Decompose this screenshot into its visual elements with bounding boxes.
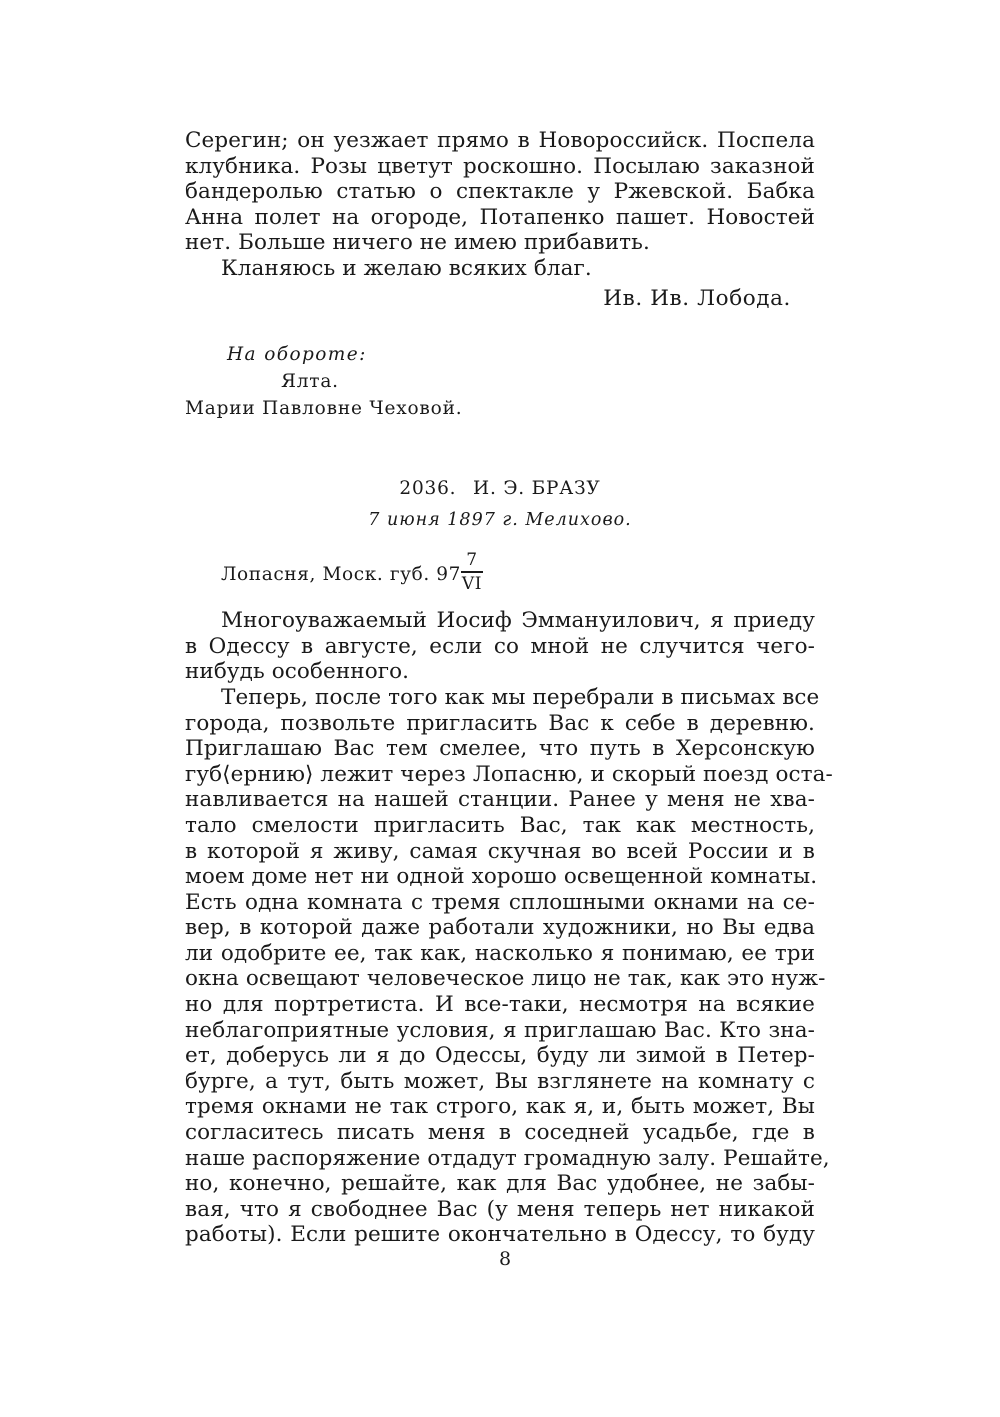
- address-recipient: Марии Павловне Чеховой.: [185, 398, 463, 420]
- text-line: работы). Если решите окончательно в Одессу, то буду: [185, 1222, 815, 1248]
- letter-body: [185, 608, 833, 1248]
- text-line: окна освещают человеческое лицо не так, как это нуж-: [185, 966, 826, 992]
- text-line: но для портретиста. И все-таки, несмотря на всякие: [185, 992, 815, 1018]
- letter-place: Лопасня, Моск. губ. 97: [221, 564, 462, 586]
- text-line: неблагоприятные условия, я приглашаю Вас. Кто зна-: [185, 1017, 815, 1043]
- fraction-day: 7: [466, 550, 478, 571]
- text-line: моем доме нет ни одной хорошо освещенной комнаты.: [185, 864, 818, 890]
- address-city: Ялта.: [281, 371, 339, 393]
- fraction-month: VI: [461, 573, 483, 594]
- text-line: тремя окнами не так строго, как я, и, быть может, Вы: [185, 1094, 815, 1120]
- text-line: Приглашаю Вас тем смелее, что путь в Херсонскую: [185, 736, 815, 762]
- text-line: бурге, а тут, быть может, Вы взглянете на комнату с: [185, 1068, 815, 1094]
- closing-line: Кланяюсь и желаю всяких благ.: [221, 255, 592, 281]
- text-line: города, позвольте пригласить Вас к себе в деревню.: [185, 710, 815, 736]
- letter-number: 2036.: [399, 478, 457, 500]
- text-line: вая, что я свободнее Вас (у меня теперь нет никакой: [185, 1196, 815, 1222]
- page-content: [185, 128, 833, 1248]
- text-line: Серегин; он уезжает прямо в Новороссийск. Поспела: [185, 128, 815, 153]
- text-line: в Одессу в августе, если со мной не случится чего-: [185, 633, 815, 659]
- text-line: клубника. Розы цветут роскошно. Посылаю заказной: [185, 153, 815, 179]
- date-fraction: [461, 550, 483, 594]
- text-line: Есть одна комната с тремя сплошными окнами на се-: [185, 889, 815, 915]
- text-line: губ⟨ернию⟩ лежит через Лопасню, и скорый поезд оста-: [185, 761, 833, 787]
- text-line: но, конечно, решайте, как для Вас удобнее, не забы-: [185, 1171, 815, 1197]
- text-line: в которой я живу, самая скучная во всей России и в: [185, 838, 815, 864]
- text-line: ли одобрите ее, так как, насколько я понимаю, ее три: [185, 940, 815, 966]
- text-line: Теперь, после того как мы перебрали в письмах все: [221, 684, 820, 710]
- address-block: [185, 341, 815, 422]
- text-line: нет. Больше ничего не имею прибавить.: [185, 230, 650, 256]
- letter-addressee: И. Э. БРАЗУ: [473, 478, 601, 500]
- letter-origin: [185, 550, 815, 594]
- continuation-letter: [185, 128, 815, 311]
- text-line: ет, доберусь ли я до Одессы, буду ли зимой в Петер-: [185, 1043, 815, 1069]
- text-line: навливается на нашей станции. Ранее у меня не хва-: [185, 787, 815, 813]
- letter-date: 7 июня 1897 г. Мелихово.: [368, 510, 632, 531]
- text-line: тало смелости пригласить Вас, так как местность,: [185, 812, 815, 838]
- fraction-bar: [461, 571, 483, 573]
- text-line: Многоуважаемый Иосиф Эммануилович, я приеду: [221, 608, 815, 634]
- text-line: нибудь особенного.: [185, 659, 410, 685]
- text-line: бандеролью статью о спектакле у Ржевской. Бабка: [185, 179, 815, 205]
- text-line: Анна полет на огороде, Потапенко пашет. Новостей: [185, 204, 815, 230]
- page-number: 8: [498, 1248, 512, 1270]
- address-label: На обороте:: [227, 344, 367, 366]
- text-line: согласитесь писать меня в соседней усадьбе, где в: [185, 1120, 815, 1146]
- text-line: вер, в которой даже работали художники, но Вы едва: [185, 915, 815, 941]
- signature: Ив. Ив. Лобода.: [603, 285, 791, 311]
- text-line: наше распоряжение отдадут громадную залу. Решайте,: [185, 1145, 830, 1171]
- letter-heading: [185, 476, 815, 502]
